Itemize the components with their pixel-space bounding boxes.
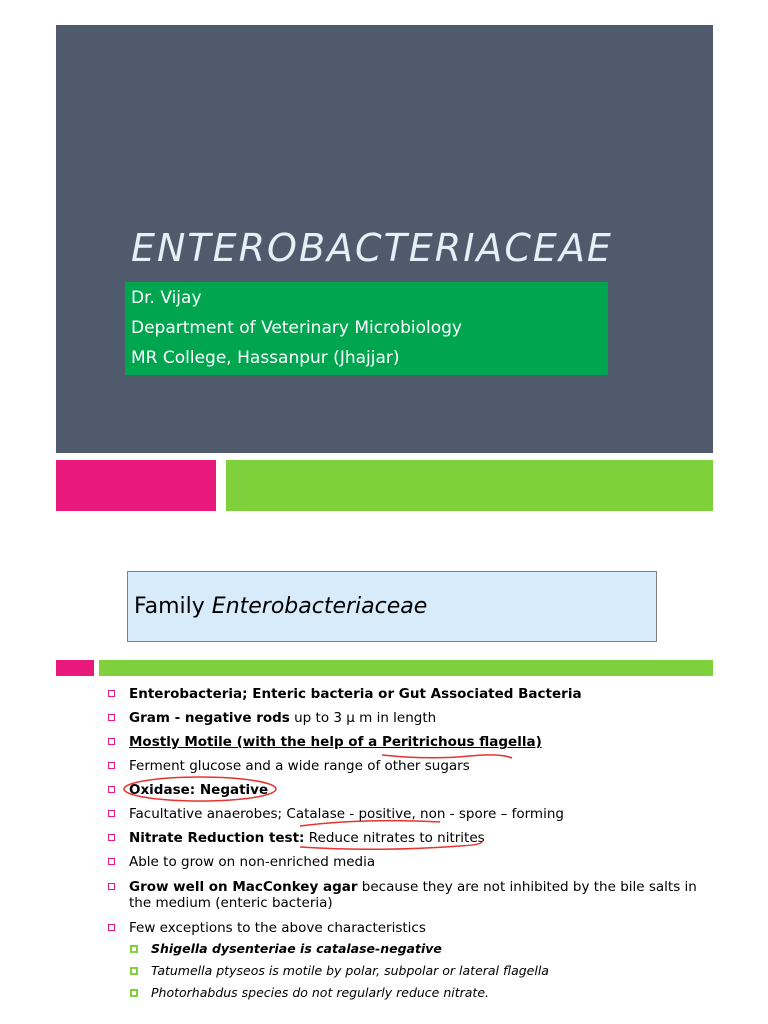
sub-bullet-square-icon [130,945,138,953]
bullet-text: up to 3 μ m in length [289,710,437,726]
slide-title: ENTEROBACTERIACEAE [131,226,613,270]
author-college: MR College, Hassanpur (Jhajjar) [131,348,400,368]
bullet-text: Mostly Motile (with the help of a Peritrichous flagella) [129,734,542,750]
sub-bullet-square-icon [130,967,138,975]
sub-bullet-text: Shigella dysenteriae is catalase-negative [151,941,442,956]
bullet-text-bold: Grow well on MacConkey agar [129,879,358,895]
author-department: Department of Veterinary Microbiology [131,318,462,338]
slide2-heading [134,594,427,619]
bullet-square-icon [108,810,115,817]
sub-bullet-square-icon [130,989,138,997]
bullet-text-catalase: Catalase - positive, [286,806,416,822]
decor-bar-pink [56,460,216,511]
sub-bullet-text: Tatumella ptyseos is motile by polar, subpolar or lateral flagella [151,963,549,978]
bullet-square-icon [108,883,115,890]
bullet-square-icon [108,858,115,865]
bullet-square-icon [108,714,115,721]
bullet-text-bold: Gram - negative rods [129,710,290,726]
author-name: Dr. Vijay [131,288,202,308]
bullet-square-icon [108,690,115,697]
heading-italic: Enterobacteriaceae [211,594,428,619]
bullet-text: non - spore – forming [415,806,564,822]
bullet-text: Able to grow on non-enriched media [129,854,376,870]
bullet-square-icon [108,834,115,841]
author-box [125,282,608,375]
bullet-text: Enterobacteria; Enteric bacteria or Gut Associated Bacteria [129,686,582,702]
bullet-square-icon [108,762,115,769]
decor-bar-pink-small [56,660,94,676]
slide2-heading-box [127,571,657,642]
bullet-text: Reduce nitrates to nitrites [304,830,485,846]
decor-bar-green [226,460,713,511]
bullet-square-icon [108,924,115,931]
bullet-square-icon [108,738,115,745]
bullet-square-icon [108,786,115,793]
heading-prefix: Family [134,594,212,619]
bullet-text: Few exceptions to the above characteristics [129,920,426,936]
bullet-text: Oxidase: Negative [129,782,269,798]
bullet-text: because they are not inhibited by the bile salts in the medium (enteric bacteria) [129,879,697,911]
bullet-text: Ferment glucose and a wide range of other sugars [129,758,470,774]
sub-bullet-text: Photorhabdus species do not regularly reduce nitrate. [151,985,490,1000]
bullet-text-bold: Nitrate Reduction test: [129,830,305,846]
bullet-text: Facultative anaerobes; [129,806,287,822]
decor-bar-green-long [99,660,713,676]
